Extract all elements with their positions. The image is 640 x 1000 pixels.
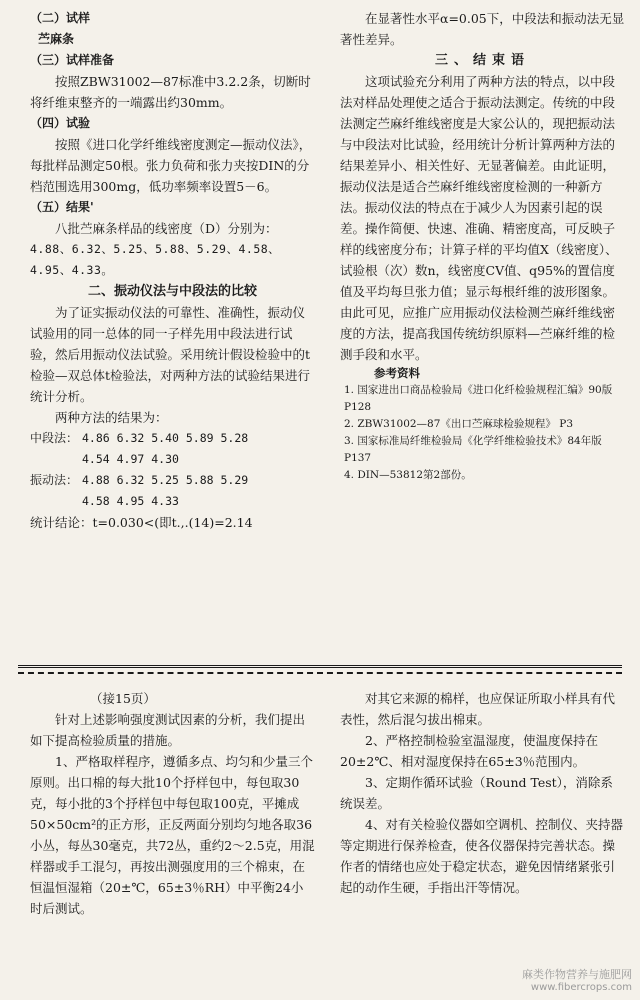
mid-method-label: 中段法： (30, 431, 79, 445)
result-values: 4.88、6.32、5.25、5.88、5.29、4.58、4.95、4.33。 (30, 242, 281, 277)
column-top-right (340, 8, 625, 484)
continued-from-label: （接15页） (90, 691, 156, 706)
reference-item: 4. DIN—53812第2部份。 (344, 469, 472, 481)
vib-method-row (30, 470, 315, 491)
reference-item: 1. 国家进出口商品检验局《进口化纤检验规程汇编》90版 P128 (344, 384, 613, 413)
heading-sample: （二）试样 (30, 11, 91, 25)
column-top-left (30, 8, 315, 533)
mid-method-values-2: 4.54 4.97 4.30 (82, 452, 179, 466)
column-bottom-right (340, 688, 625, 898)
heading-test: （四）试验 (30, 116, 91, 130)
two-methods-line: 两种方法的结果为： (55, 410, 168, 425)
measure-item-3: 3、定期作循环试验（Round Test），消除系统误差。 (340, 775, 613, 811)
watermark-site-name: 麻类作物营养与施肥网 (522, 968, 632, 981)
column-bottom-left (30, 688, 315, 919)
watermark-url: www.fibercrops.com (530, 982, 632, 993)
vib-method-values-1: 4.88 6.32 5.25 5.88 5.29 (82, 473, 249, 487)
heading-result: （五）结果' (30, 200, 94, 214)
heading-conclusion: 三、结束语 (434, 53, 530, 68)
conclusion-paragraph: 这项试验充分利用了两种方法的特点，以中段法对样品处理使之适合于振动法测定。传统的中段法测定苎麻纤维线密度是大家公认的，现把振动法与中段法对比试验，经用统计分析计算两种方法的结果差异小、相关性好、无显著偏差。由此证明，振动仪法是适合苎麻纤维线密度检测的一种新方法。振动仪法的特点在于减少人为因素引起的误差。操作简便、快速、准确、精密度高，可反映子样的线密度分布；计算子样的平均值X（线密度）、试验根（次）数n，线密度CV值、q95%的置信度值及平均每旦张力值；显示每根纤维的波形图象。由此可见，应推广应用振动仪法检测苎麻纤维线密度的方法，提高我国传统纺织原料—苎麻纤维的检测手段和水平。 (340, 74, 618, 362)
section-divider-dashed (18, 672, 622, 674)
measures-intro: 针对上述影响强度测试因素的分析，我们提出如下提高检验质量的措施。 (30, 712, 306, 748)
measure-item-1: 1、严格取样程序，遵循多点、均匀和少量三个原则。出口棉的每大批10个抒样包中，每包取30克，每小批的3个抒样包中每包取100克，平摊成50×50cm²的正方形，正反两面分别均匀地各取36小丛，每丛30毫克，共72丛，重约2～2.5克，用混样器或手工混匀，再按出测强度用的三个棉束，在恒温恒湿箱（20±℃，65±3％RH）中平衡24小时后测试。 (30, 754, 315, 916)
mid-method-row (30, 428, 315, 449)
measure-item-1-cont: 对其它来源的棉样，也应保证所取小样具有代表性，然后混匀拔出棉束。 (340, 691, 616, 727)
vib-method-values-2: 4.58 4.95 4.33 (82, 494, 179, 508)
measure-item-4: 4、对有关检验仪器如空调机、控制仪、夹持器等定期进行保养检查，使各仪器保持完善状态。操作者的情绪也应处于稳定状态，避免因情绪紧张引起的动作生硬，手指出汗等情况。 (340, 817, 623, 895)
test-paragraph: 按照《进口化学纤维线密度测定—振动仪法》，每批样品测定50根。张力负荷和张力夹按DIN的分档范围选用300mg，低功率频率设置5－6。 (30, 137, 312, 194)
sample-name: 苎麻条 (38, 32, 75, 46)
mid-method-row-2 (30, 449, 315, 470)
site-watermark (522, 968, 632, 994)
statistical-conclusion: 统计结论：t=0.030<(即t.,.(14)=2.14 (30, 515, 253, 530)
measure-item-2: 2、严格控制检验室温湿度，使温度保持在20±2℃、相对湿度保持在65±3％范围内。 (340, 733, 598, 769)
heading-prep: （三）试样准备 (30, 53, 115, 67)
prep-paragraph: 按照ZBW31002—87标准中3.2.2条，切断时将纤维束整齐的一端露出约30mm。 (30, 74, 311, 110)
vib-method-label: 振动法： (30, 473, 79, 487)
reference-item: 2. ZBW31002—87《出口苎麻球检验规程》 P3 (344, 418, 574, 430)
references (340, 365, 625, 484)
vib-method-row-2 (30, 491, 315, 512)
mid-method-values-1: 4.86 6.32 5.40 5.89 5.28 (82, 431, 249, 445)
compare-paragraph: 为了证实振动仪法的可靠性、准确性，振动仪试验用的同一总体的同一子样先用中段法进行试验，然后用振动仪法试验。采用统计假设检验中的t检验—双总体t检验法，对两种方法的试验结果进行统计分析。 (30, 305, 311, 404)
heading-compare: 二、振动仪法与中段法的比较 (87, 284, 257, 299)
result-paragraph: 八批苎麻条样品的线密度（D）分别为： (55, 221, 278, 236)
continued-paragraph: 在显著性水平α=0.05下，中段法和振动法无显著性差异。 (340, 11, 625, 47)
references-title: 参考资料 (374, 366, 420, 380)
reference-item: 3. 国家标准局纤维检验局《化学纤维检验技术》84年版 P137 (344, 435, 602, 464)
